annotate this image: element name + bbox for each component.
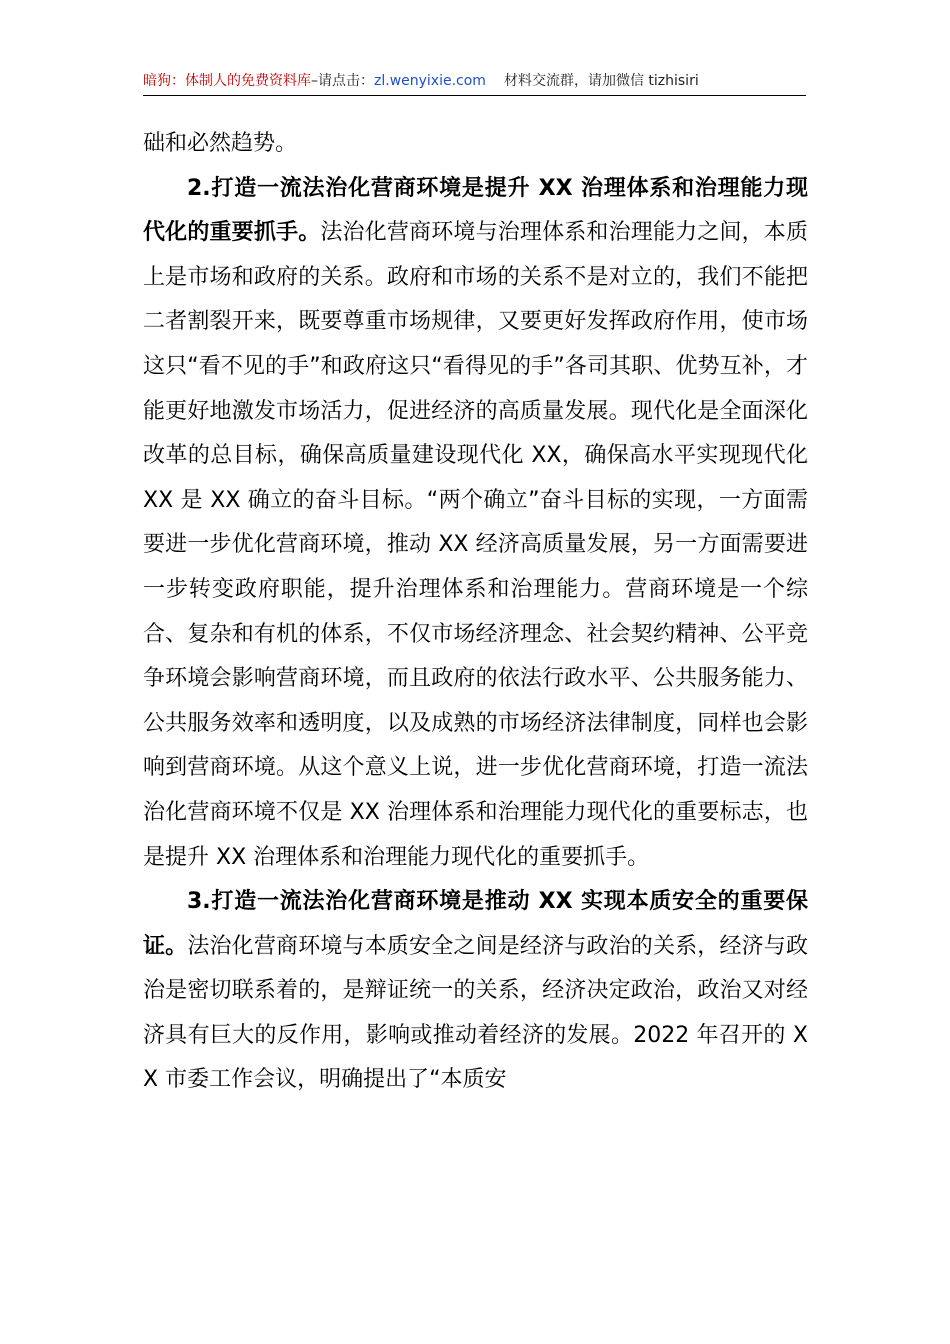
paragraph-heading: 3.打造一流法治化营商环境是推动 XX 实现本质安全的重要保证。 [143, 889, 808, 959]
paragraph-point-3 [143, 880, 808, 1103]
header-group-note: 材料交流群，请加微信 tizhisiri [503, 73, 699, 89]
header-click-prompt: –请点击： [311, 73, 374, 89]
header-url-link[interactable]: zl.wenyixie.com [374, 73, 486, 89]
document-body [143, 122, 808, 1103]
paragraph-text: 法治化营商环境与治理体系和治理能力之间，本质上是市场和政府的关系。政府和市场的关系不是对立的，我们不能把二者割裂开来，既要尊重市场规律，又要更好发挥政府作用，使市场这只“看不见的手”和政府这只“看得见的手”各司其职、优势互补，才能更好地激发市场活力，促进经济的高质量发展。现代化是全面深化改革的总目标，确保高质量建设现代化 XX，确保高水平实现现代化 XX 是 XX 确立的奋斗目标。“两个确立”奋斗目标的实现，一方面需要进一步优化营商环境，推动 XX 经济高质量发展，另一方面需要进一步转变政府职能，提升治理体系和治理能力。营商环境是一个综合、复杂和有机的体系，不仅市场经济理念、社会契约精神、公平竞争环境会影响营商环境，而且政府的依法行政水平、公共服务能力、公共服务效率和透明度，以及成熟的市场经济法律制度，同样也会影响到营商环境。从这个意义上说，进一步优化营商环境，打造一流法治化营商环境不仅是 XX 治理体系和治理能力现代化的重要标志，也是提升 XX 治理体系和治理能力现代化的重要抓手。 [143, 220, 808, 870]
page-header [143, 70, 806, 94]
paragraph-text: 础和必然趋势。 [143, 131, 298, 156]
paragraph-heading: 2.打造一流法治化营商环境是提升 XX 治理体系和治理能力现代化的重要抓手。 [143, 175, 808, 246]
paragraph-point-2 [143, 167, 808, 881]
paragraph-continuation [143, 122, 808, 167]
header-divider [143, 95, 806, 96]
header-brand: 暗狗：体制人的免费资料库 [143, 73, 311, 89]
paragraph-text: 法治化营商环境与本质安全之间是经济与政治的关系，经济与政治是密切联系着的，是辩证统一的关系，经济决定政治，政治又对经济具有巨大的反作用，影响或推动着经济的发展。2022 年召开的 XX 市委工作会议，明确提出了“本质安 [143, 933, 808, 1093]
